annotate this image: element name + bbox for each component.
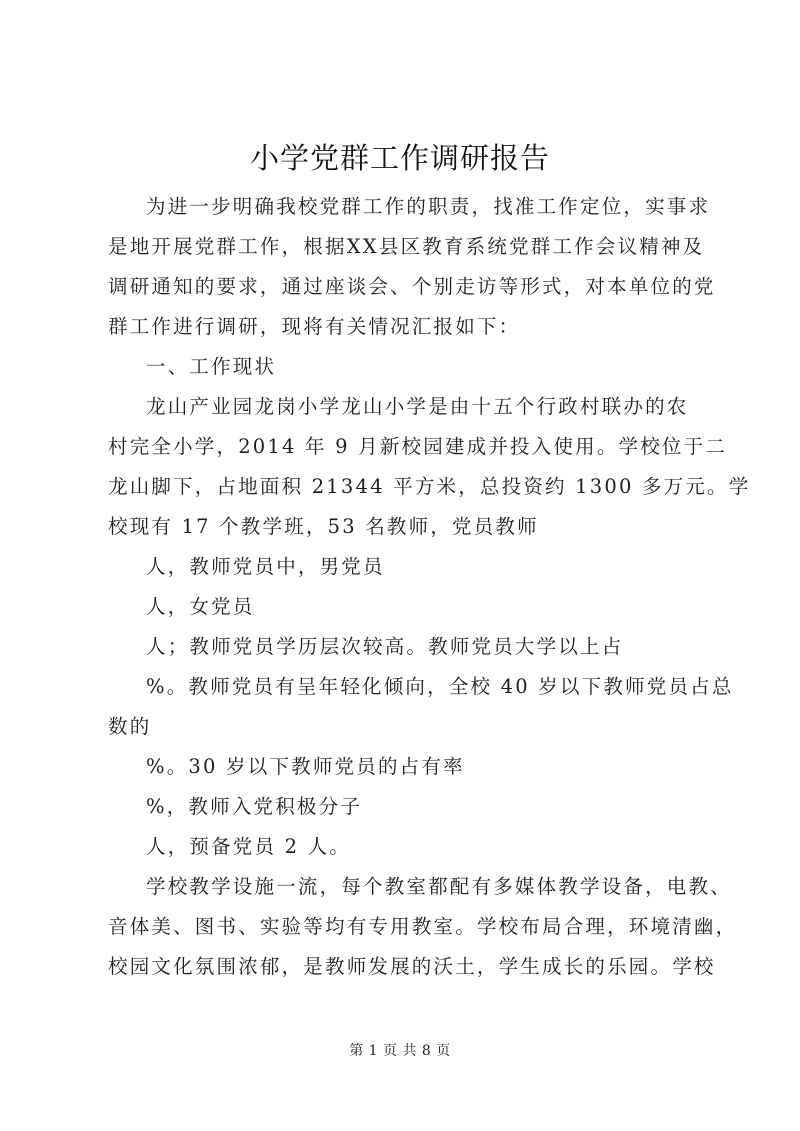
paragraph-line: 音体美、图书、实验等均有专用教室。学校布局合理，环境清幽， [108,915,738,938]
paragraph-line: 调研通知的要求，通过座谈会、个别走访等形式，对本单位的党 [108,275,716,298]
paragraph-line: 人，预备党员 2 人。 [146,835,352,858]
paragraph-line: 村完全小学，2014 年 9 月新校园建成并投入使用。学校位于二 [108,435,728,458]
paragraph-line: 龙山脚下，占地面积 21344 平方米，总投资约 1300 多万元。学 [108,475,751,498]
paragraph-line: 人；教师党员学历层次较高。教师党员大学以上占 [146,635,624,658]
paragraph-line: 校园文化氛围浓郁，是教师发展的沃土，学生成长的乐园。学校 [108,955,716,978]
paragraph-line: 为进一步明确我校党群工作的职责，找准工作定位，实事求 [146,195,711,218]
paragraph-line: 数的 [108,715,152,738]
paragraph-line: 人，女党员 [146,595,255,618]
paragraph-line: 龙山产业园龙岗小学龙山小学是由十五个行政村联办的农 [146,395,689,418]
paragraph-line: %。30 岁以下教师党员的占有率 [146,755,465,778]
paragraph-line: 群工作进行调研，现将有关情况汇报如下： [108,315,521,338]
document-title: 小学党群工作调研报告 [249,141,550,175]
paragraph-line: %，教师入党积极分子 [146,795,363,818]
page-number-footer: 第 1 页 共 8 页 [349,1043,451,1059]
paragraph-line: 学校教学设施一流，每个教室都配有多媒体教学设备，电教、 [146,875,732,898]
paragraph-line: 是地开展党群工作，根据XX县区教育系统党群工作会议精神及 [108,235,705,258]
paragraph-line: %。教师党员有呈年轻化倾向，全校 40 岁以下教师党员占总 [146,675,734,698]
section-heading: 一、工作现状 [146,355,277,378]
paragraph-line: 人，教师党员中，男党员 [146,555,385,578]
paragraph-line: 校现有 17 个教学班，53 名教师，党员教师 [108,515,539,538]
